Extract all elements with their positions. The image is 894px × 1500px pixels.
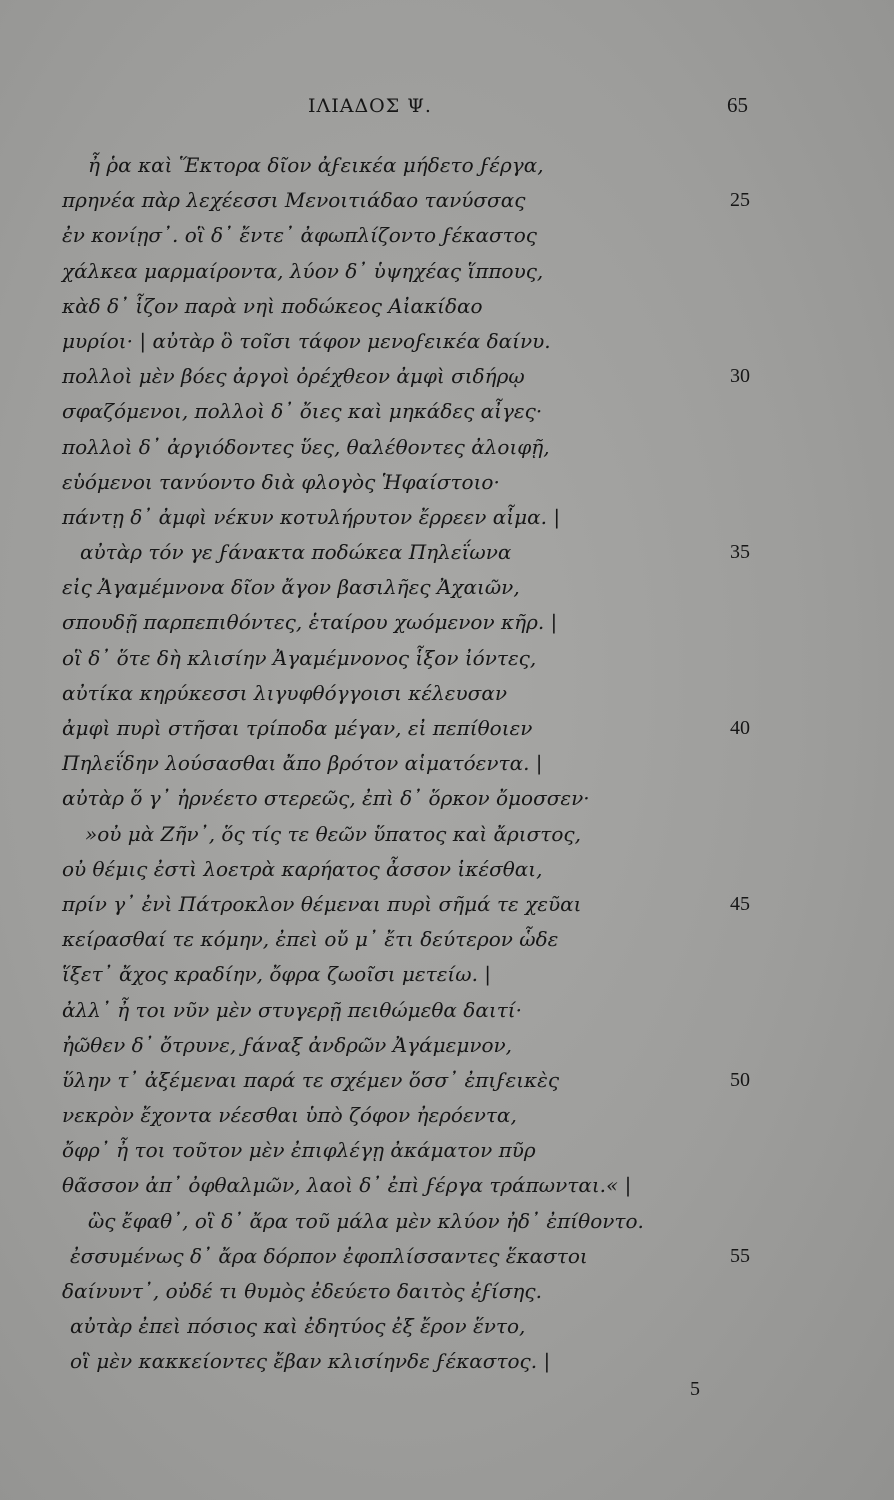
verse-line bbox=[0, 957, 894, 992]
verse-text: πρηνέα πὰρ λεχέεσσι Μενοιτιάδαο τανύσσας bbox=[62, 188, 526, 213]
verse-text: χάλκεα μαρμαίροντα, λύον δ᾽ ὑψηχέας ἵππους, bbox=[62, 258, 544, 283]
verse-line bbox=[0, 500, 894, 535]
verse-line bbox=[0, 1028, 894, 1063]
verse-text: οἳ μὲν κακκείοντες ἔβαν κλισίηνδε ϝέκαστος. | bbox=[70, 1349, 551, 1374]
line-number: 50 bbox=[730, 1068, 750, 1091]
verse-line bbox=[0, 641, 894, 676]
verse-text: εἰς Ἀγαμέμνονα δῖον ἄγον βασιλῆες Ἀχαιῶν, bbox=[62, 575, 520, 600]
signature-mark: 5 bbox=[690, 1378, 700, 1400]
verse-text: ὣς ἔφαθ᾽, οἳ δ᾽ ἄρα τοῦ μάλα μὲν κλύον ἠδ᾽ ἐπίθοντο. bbox=[88, 1208, 644, 1233]
verse-line bbox=[0, 746, 894, 781]
verse-text: αὐτὰρ τόν γε ϝάνακτα ποδώκεα Πηλεΐωνα bbox=[80, 540, 512, 565]
line-number: 25 bbox=[730, 189, 750, 212]
verse-text: πολλοὶ μὲν βόες ἀργοὶ ὀρέχθεον ἀμφὶ σιδήρῳ bbox=[62, 364, 525, 389]
verse-line bbox=[0, 289, 894, 324]
verse-line bbox=[0, 394, 894, 429]
verse-line bbox=[0, 781, 894, 816]
page-number: 65 bbox=[727, 93, 748, 117]
verse-text: ἦ ῥα καὶ Ἕκτορα δῖον ἀϝεικέα μήδετο ϝέργα, bbox=[88, 153, 544, 177]
verse-line bbox=[0, 430, 894, 465]
verse-line bbox=[0, 1098, 894, 1133]
verse-line bbox=[0, 922, 894, 957]
verse-text: πρίν γ᾽ ἐνὶ Πάτροκλον θέμεναι πυρὶ σῆμά τε χεῦαι bbox=[62, 891, 582, 916]
verse-text: πάντῃ δ᾽ ἀμφὶ νέκυν κοτυλήρυτον ἔρρεεν αἷμα. | bbox=[62, 504, 561, 529]
verse-text: κείρασθαί τε κόμην, ἐπεὶ οὔ μ᾽ ἔτι δεύτερον ὧδε bbox=[62, 927, 559, 952]
verse-line bbox=[0, 852, 894, 887]
verse-line bbox=[0, 1274, 894, 1309]
verse-text: ἐσσυμένως δ᾽ ἄρα δόρπον ἐφοπλίσσαντες ἕκαστοι bbox=[70, 1243, 588, 1268]
verse-line bbox=[0, 605, 894, 640]
running-title: ΙΛΙΑΔΟΣ Ψ. bbox=[308, 95, 432, 117]
verse-text: ἀμφὶ πυρὶ στῆσαι τρίποδα μέγαν, εἰ πεπίθοιεν bbox=[62, 716, 533, 740]
verse-line bbox=[0, 1063, 894, 1098]
verse-text: ὕλην τ᾽ ἀξέμεναι παρά τε σχέμεν ὅσσ᾽ ἐπιϝεικὲς bbox=[62, 1067, 560, 1092]
verse-text: ἀλλ᾽ ἦ τοι νῦν μὲν στυγερῇ πειθώμεθα δαιτί· bbox=[62, 997, 522, 1022]
verse-line bbox=[0, 570, 894, 605]
verse-text: αὐτὰρ ὅ γ᾽ ἠρνέετο στερεῶς, ἐπὶ δ᾽ ὅρκον ὄμοσσεν· bbox=[62, 786, 590, 811]
verse-line bbox=[0, 676, 894, 711]
verse-text: ἐν κονίῃσ᾽. οἳ δ᾽ ἔντε᾽ ἀφωπλίζοντο ϝέκαστος bbox=[62, 223, 537, 248]
verse-line bbox=[0, 887, 894, 922]
verse-line bbox=[0, 1168, 894, 1203]
line-number: 30 bbox=[730, 365, 750, 388]
line-number: 40 bbox=[730, 717, 750, 739]
verse-line bbox=[0, 711, 894, 746]
verse-text: οἳ δ᾽ ὅτε δὴ κλισίην Ἀγαμέμνονος ἷξον ἰόντες, bbox=[62, 645, 537, 670]
verse-line bbox=[0, 1309, 894, 1344]
verse-text: σφαζόμενοι, πολλοὶ δ᾽ ὄιες καὶ μηκάδες αἶγες· bbox=[62, 399, 543, 424]
line-number: 35 bbox=[730, 541, 750, 564]
verse-block bbox=[0, 148, 894, 1380]
verse-text: οὐ θέμις ἐστὶ λοετρὰ καρήατος ἆσσον ἱκέσθαι, bbox=[62, 856, 543, 881]
verse-line bbox=[0, 993, 894, 1028]
line-number: 45 bbox=[730, 892, 750, 915]
verse-text: κὰδ δ᾽ ἷζον παρὰ νηὶ ποδώκεος Αἰακίδαο bbox=[62, 293, 483, 318]
verse-text: αὐτὰρ ἐπεὶ πόσιος καὶ ἐδητύος ἐξ ἔρον ἕντο, bbox=[70, 1314, 526, 1339]
line-number: 55 bbox=[730, 1244, 750, 1267]
verse-line bbox=[0, 254, 894, 289]
verse-line bbox=[0, 359, 894, 394]
verse-line bbox=[0, 1239, 894, 1274]
verse-line bbox=[0, 535, 894, 570]
verse-line bbox=[0, 1204, 894, 1239]
verse-line bbox=[0, 817, 894, 852]
verse-text: »οὐ μὰ Ζῆν᾽, ὅς τίς τε θεῶν ὕπατος καὶ ἄριστος, bbox=[85, 821, 581, 846]
verse-line bbox=[0, 148, 894, 183]
verse-line bbox=[0, 183, 894, 218]
verse-text: πολλοὶ δ᾽ ἀργιόδοντες ὕες, θαλέθοντες ἀλοιφῇ, bbox=[62, 434, 550, 459]
verse-text: εὑόμενοι τανύοντο διὰ φλογὸς Ἡφαίστοιο· bbox=[62, 469, 500, 494]
verse-text: Πηλεΐδην λούσασθαι ἄπο βρότον αἱματόεντα. | bbox=[62, 751, 543, 776]
verse-line bbox=[0, 218, 894, 253]
verse-text: σπουδῇ παρπεπιθόντες, ἑταίρου χωόμενον κῆρ. | bbox=[62, 610, 558, 635]
verse-text: ὄφρ᾽ ἦ τοι τοῦτον μὲν ἐπιφλέγῃ ἀκάματον πῦρ bbox=[62, 1138, 536, 1163]
verse-line bbox=[0, 465, 894, 500]
verse-line bbox=[0, 1133, 894, 1168]
verse-text: μυρίοι· | αὐτὰρ ὃ τοῖσι τάφον μενοϝεικέα δαίνυ. bbox=[62, 328, 551, 353]
verse-line bbox=[0, 1344, 894, 1379]
verse-text: αὐτίκα κηρύκεσσι λιγυφθόγγοισι κέλευσαν bbox=[62, 680, 507, 705]
verse-text: ἠῶθεν δ᾽ ὄτρυνε, ϝάναξ ἀνδρῶν Ἀγάμεμνον, bbox=[62, 1032, 513, 1057]
verse-text: ἵξετ᾽ ἄχος κραδίην, ὄφρα ζωοῖσι μετείω. | bbox=[62, 962, 492, 987]
verse-text: θᾶσσον ἀπ᾽ ὀφθαλμῶν, λαοὶ δ᾽ ἐπὶ ϝέργα τράπωνται.« | bbox=[62, 1173, 632, 1198]
verse-text: νεκρὸν ἔχοντα νέεσθαι ὑπὸ ζόφον ἠερόεντα, bbox=[62, 1103, 517, 1128]
verse-line bbox=[0, 324, 894, 359]
verse-text: δαίνυντ᾽, οὐδέ τι θυμὸς ἐδεύετο δαιτὸς ἐϝίσης. bbox=[62, 1279, 542, 1303]
